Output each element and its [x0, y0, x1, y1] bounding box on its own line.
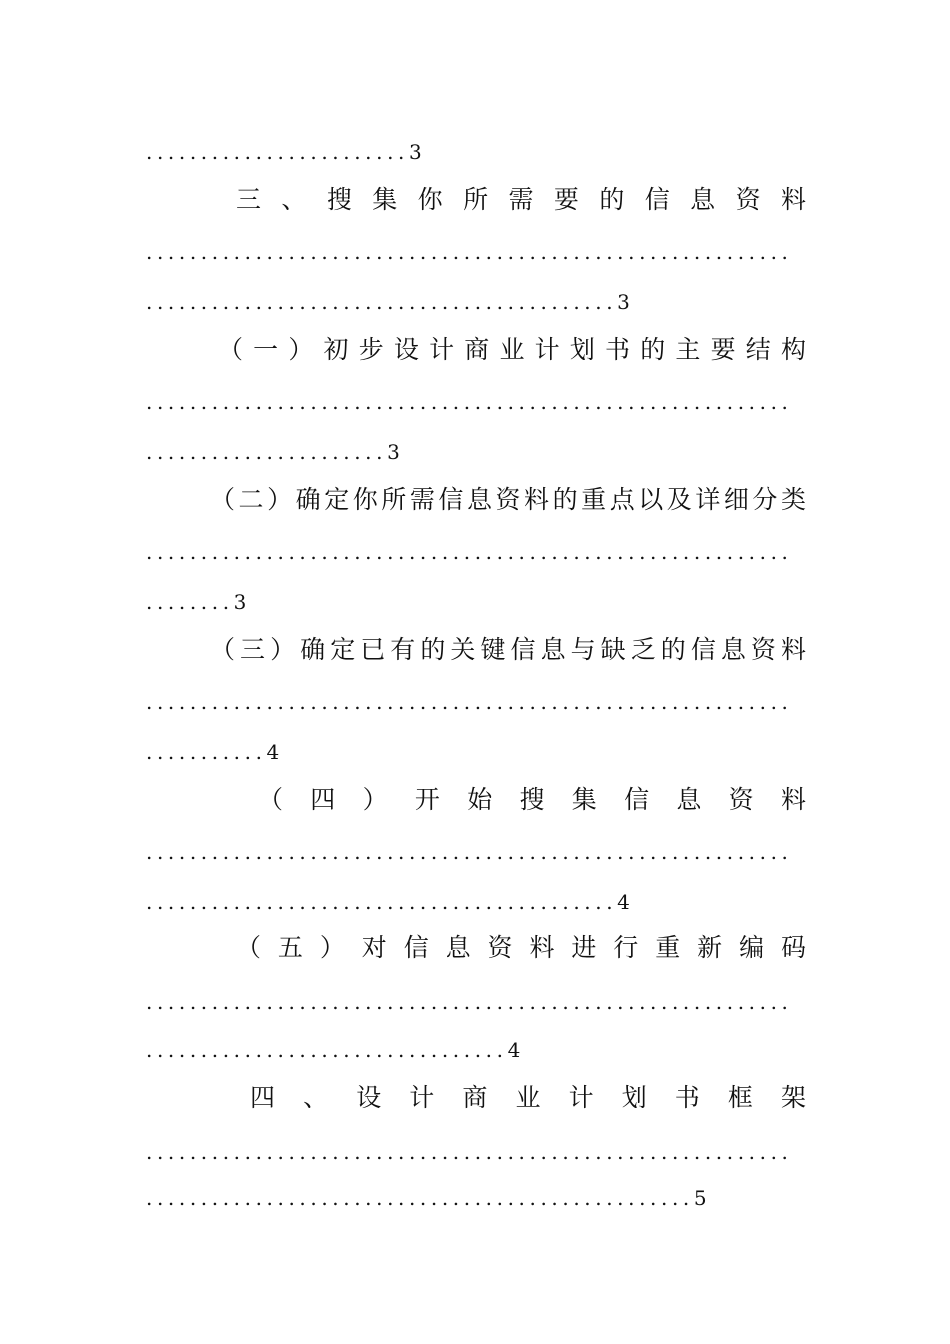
toc-leader-dots: ........................................................... [146, 390, 793, 414]
toc-heading-3-3[interactable]: （三）确定已有的关键信息与缺乏的信息资料 [210, 635, 806, 664]
toc-heading-3-1[interactable]: （一）初步设计商业计划书的主要结构 [218, 335, 806, 364]
toc-continuation-line: ...........................................3 [146, 290, 635, 314]
toc-continuation-line: ...........................................4 [146, 890, 635, 914]
toc-continuation-line: ...........4 [146, 740, 284, 764]
toc-leader-dots: ........................................................... [146, 1140, 793, 1164]
toc-leader-dots: ........................................................... [146, 990, 793, 1014]
toc-continuation-line: ......................3 [146, 440, 405, 464]
toc-heading-3-5[interactable]: （ 五 ） 对 信 息 资 料 进 行 重 新 编 码 [236, 933, 806, 962]
toc-continuation-line: ........................3 [146, 140, 427, 164]
toc-heading-3-4[interactable]: （ 四 ） 开 始 搜 集 信 息 资 料 [258, 785, 806, 814]
toc-leader-dots: ........................................................... [146, 840, 793, 864]
toc-continuation-line: ..................................................5 [146, 1186, 712, 1210]
toc-leader-dots: ........................................................... [146, 240, 793, 264]
toc-leader-dots: ........................................................... [146, 540, 793, 564]
toc-leader-dots: ........................................................... [146, 690, 793, 714]
toc-heading-3[interactable]: 三 、 搜 集 你 所 需 要 的 信 息 资 料 [236, 185, 806, 214]
toc-heading-3-2[interactable]: （二）确定你所需信息资料的重点以及详细分类 [210, 485, 806, 514]
toc-heading-4[interactable]: 四 、 设 计 商 业 计 划 书 框 架 [250, 1083, 806, 1112]
toc-continuation-line: .................................4 [146, 1038, 525, 1062]
toc-continuation-line: ........3 [146, 590, 251, 614]
